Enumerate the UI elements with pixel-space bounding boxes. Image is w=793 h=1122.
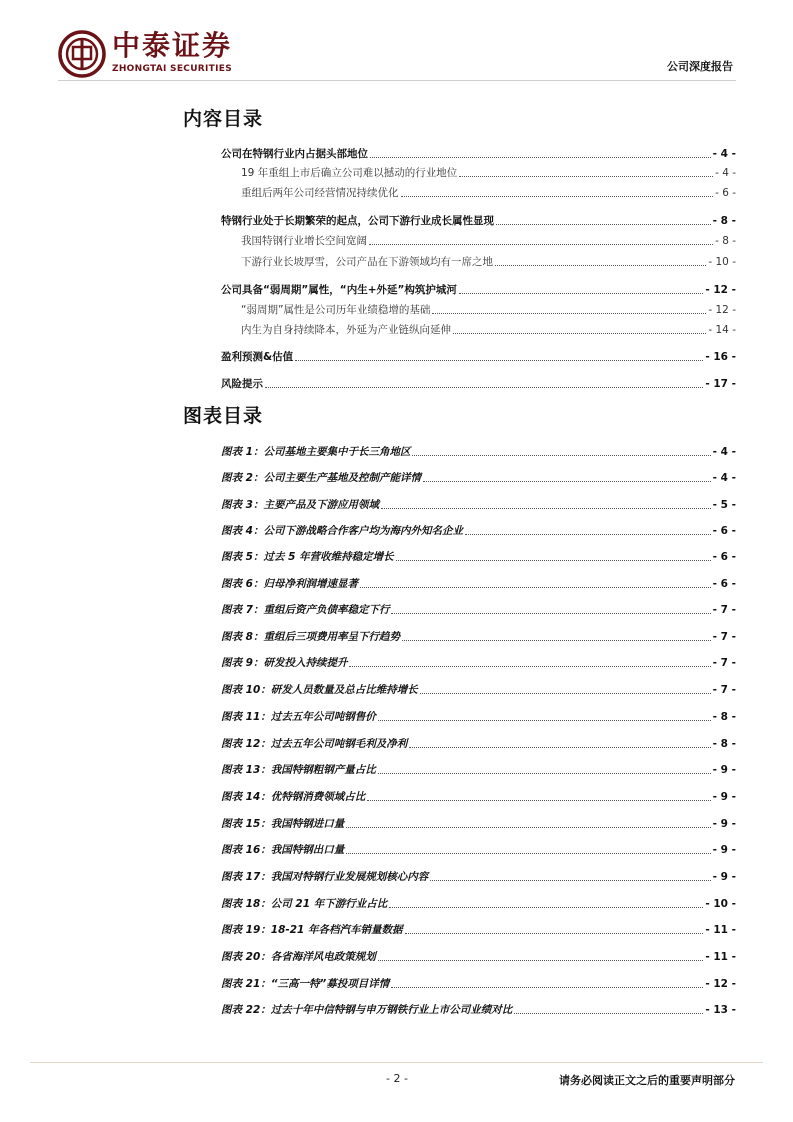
disclaimer-note: 请务必阅读正文之后的重要声明部分	[559, 1074, 735, 1087]
toc-item[interactable]	[241, 234, 736, 248]
figure-item-page: - 8 -	[712, 711, 736, 723]
toc-item-label: 我国特钢行业增长空间宽阔	[241, 235, 367, 247]
toc-item-page: - 4 -	[712, 148, 736, 160]
toc-item[interactable]	[221, 283, 736, 297]
figure-item-page: - 10 -	[705, 898, 736, 910]
figure-item-page: - 12 -	[705, 978, 736, 990]
leader-dots	[391, 983, 703, 988]
figure-item[interactable]	[221, 445, 736, 459]
brand	[112, 31, 232, 74]
leader-dots	[381, 504, 711, 509]
figure-item-label: 图表 4：公司下游战略合作客户均为海内外知名企业	[221, 525, 463, 537]
figure-item[interactable]	[221, 524, 736, 538]
toc-item-label: 盈利预测&估值	[221, 351, 294, 363]
leader-dots	[496, 220, 711, 225]
leader-dots	[391, 609, 710, 614]
figure-item-label: 图表 22：过去十年中信特钢与申万钢铁行业上市公司业绩对比	[221, 1004, 513, 1016]
leader-dots	[459, 172, 713, 177]
toc-item-page: - 8 -	[715, 235, 736, 247]
toc-item-label: 公司具备“弱周期”属性，“内生+外延”构筑护城河	[221, 284, 457, 296]
toc-item-page: - 16 -	[705, 351, 736, 363]
figure-item-page: - 9 -	[712, 844, 736, 856]
figure-item[interactable]	[221, 471, 736, 485]
toc-item-label: “弱周期”属性是公司历年业绩稳增的基础	[241, 304, 431, 316]
leader-dots	[360, 583, 711, 588]
leader-dots	[369, 240, 713, 245]
leader-dots	[346, 823, 710, 828]
leader-dots	[389, 903, 703, 908]
leader-dots	[420, 689, 711, 694]
figure-item[interactable]	[221, 656, 736, 670]
figures-title: 图表目录	[183, 405, 264, 427]
figure-item[interactable]	[221, 603, 736, 617]
figure-item[interactable]	[221, 683, 736, 697]
leader-dots	[295, 356, 703, 361]
toc-item[interactable]	[241, 186, 736, 200]
figure-item-label: 图表 2：公司主要生产基地及控制产能详情	[221, 472, 421, 484]
leader-dots	[378, 716, 711, 721]
leader-dots	[409, 743, 710, 748]
toc-item-label: 重组后两年公司经营情况持续优化	[241, 187, 399, 199]
figure-item-label: 图表 1：公司基地主要集中于长三角地区	[221, 446, 411, 458]
toc-item[interactable]	[221, 147, 736, 161]
leader-dots	[346, 849, 710, 854]
figure-item-page: - 5 -	[712, 499, 736, 511]
figure-item-page: - 7 -	[712, 657, 736, 669]
toc-item[interactable]	[221, 214, 736, 228]
zhongtai-logo-icon	[58, 30, 106, 78]
page-number: - 2 -	[386, 1072, 408, 1085]
figure-item[interactable]	[221, 897, 736, 911]
leader-dots	[459, 289, 703, 294]
figure-item[interactable]	[221, 790, 736, 804]
toc-item[interactable]	[241, 166, 736, 180]
figure-item-page: - 6 -	[712, 551, 736, 563]
figure-item-label: 图表 13：我国特钢粗钢产量占比	[221, 764, 376, 776]
figure-item[interactable]	[221, 1003, 736, 1017]
figure-item-page: - 9 -	[712, 871, 736, 883]
toc-item[interactable]	[221, 350, 736, 364]
toc-item-label: 公司在特钢行业内占据头部地位	[221, 148, 368, 160]
figure-item-page: - 11 -	[705, 924, 736, 936]
figure-item[interactable]	[221, 577, 736, 591]
report-type: 公司深度报告	[667, 60, 733, 73]
figure-item-label: 图表 11：过去五年公司吨钢售价	[221, 711, 376, 723]
leader-dots	[465, 530, 711, 535]
figure-item-label: 图表 18：公司 21 年下游行业占比	[221, 898, 388, 910]
figure-item-page: - 9 -	[712, 764, 736, 776]
leader-dots	[349, 662, 710, 667]
leader-dots	[396, 556, 711, 561]
leader-dots	[432, 309, 706, 314]
figure-item-page: - 7 -	[712, 604, 736, 616]
figure-item-page: - 9 -	[712, 818, 736, 830]
figure-item[interactable]	[221, 923, 736, 937]
figure-item-label: 图表 6：归母净利润增速显著	[221, 578, 358, 590]
figure-item-page: - 4 -	[712, 472, 736, 484]
footer-divider	[30, 1062, 763, 1063]
figure-item-label: 图表 16：我国特钢出口量	[221, 844, 345, 856]
figure-item[interactable]	[221, 763, 736, 777]
figure-item[interactable]	[221, 817, 736, 831]
toc-item-page: - 17 -	[705, 378, 736, 390]
toc-item[interactable]	[221, 377, 736, 391]
leader-dots	[453, 329, 706, 334]
figure-item[interactable]	[221, 630, 736, 644]
figure-item-label: 图表 14：优特钢消费领域占比	[221, 791, 366, 803]
figure-item-page: - 6 -	[712, 525, 736, 537]
figure-item[interactable]	[221, 737, 736, 751]
toc-item-label: 19 年重组上市后确立公司难以撼动的行业地位	[241, 167, 458, 179]
figure-item-page: - 6 -	[712, 578, 736, 590]
brand-name-cn: 中泰证券	[112, 29, 233, 62]
leader-dots	[378, 769, 711, 774]
leader-dots	[402, 636, 711, 641]
figure-item-label: 图表 8：重组后三项费用率呈下行趋势	[221, 631, 400, 643]
toc-item[interactable]	[241, 255, 736, 269]
leader-dots	[495, 261, 706, 266]
page-header	[0, 0, 793, 90]
figure-item[interactable]	[221, 977, 736, 991]
toc-item-page: - 10 -	[708, 256, 736, 268]
figure-item[interactable]	[221, 870, 736, 884]
figure-item-label: 图表 9：研发投入持续提升	[221, 657, 348, 669]
toc-item[interactable]	[241, 323, 736, 337]
figure-item[interactable]	[221, 843, 736, 857]
figure-item-label: 图表 3：主要产品及下游应用领域	[221, 499, 379, 511]
figure-item-page: - 13 -	[705, 1004, 736, 1016]
figure-item-page: - 8 -	[712, 738, 736, 750]
figure-item-label: 图表 12：过去五年公司吨钢毛利及净利	[221, 738, 408, 750]
toc-item-label: 风险提示	[221, 378, 263, 390]
toc-item-page: - 4 -	[715, 167, 736, 179]
header-divider	[58, 80, 736, 81]
toc-item-label: 下游行业长坡厚雪，公司产品在下游领域均有一席之地	[241, 256, 493, 268]
brand-name-en: ZHONGTAI SECURITIES	[112, 64, 232, 74]
figure-item-label: 图表 20：各省海洋风电政策规划	[221, 951, 376, 963]
figure-item-label: 图表 17：我国对特钢行业发展规划核心内容	[221, 871, 429, 883]
figure-item-label: 图表 15：我国特钢进口量	[221, 818, 345, 830]
toc-item-page: - 12 -	[705, 284, 736, 296]
figure-item-label: 图表 10：研发人员数量及总占比维持增长	[221, 684, 418, 696]
toc-title: 内容目录	[183, 108, 264, 130]
figure-item[interactable]	[221, 710, 736, 724]
figure-item-label: 图表 5：过去 5 年营收维持稳定增长	[221, 551, 394, 563]
leader-dots	[370, 153, 711, 158]
leader-dots	[423, 477, 711, 482]
leader-dots	[367, 796, 710, 801]
leader-dots	[514, 1009, 703, 1014]
toc-item-label: 特钢行业处于长期繁荣的起点，公司下游行业成长属性显现	[221, 215, 494, 227]
figure-item-label: 图表 19：18-21 年各档汽车销量数据	[221, 924, 403, 936]
toc-item[interactable]	[241, 303, 736, 317]
figure-item[interactable]	[221, 950, 736, 964]
figure-item-page: - 4 -	[712, 446, 736, 458]
leader-dots	[430, 876, 710, 881]
figure-item[interactable]	[221, 498, 736, 512]
leader-dots	[378, 956, 704, 961]
figure-item-label: 图表 21：“三高一特”募投项目详情	[221, 978, 390, 990]
leader-dots	[401, 192, 714, 197]
figure-item-page: - 11 -	[705, 951, 736, 963]
figure-item-page: - 7 -	[712, 631, 736, 643]
leader-dots	[405, 929, 704, 934]
toc-item-page: - 6 -	[715, 187, 736, 199]
figure-item-page: - 7 -	[712, 684, 736, 696]
toc-item-page: - 14 -	[708, 324, 736, 336]
figure-item-label: 图表 7：重组后资产负债率稳定下行	[221, 604, 390, 616]
toc-item-label: 内生为自身持续降本，外延为产业链纵向延伸	[241, 324, 451, 336]
figure-item-page: - 9 -	[712, 791, 736, 803]
toc-item-page: - 8 -	[712, 215, 736, 227]
leader-dots	[265, 383, 703, 388]
toc-item-page: - 12 -	[708, 304, 736, 316]
leader-dots	[412, 451, 710, 456]
figure-item[interactable]	[221, 550, 736, 564]
